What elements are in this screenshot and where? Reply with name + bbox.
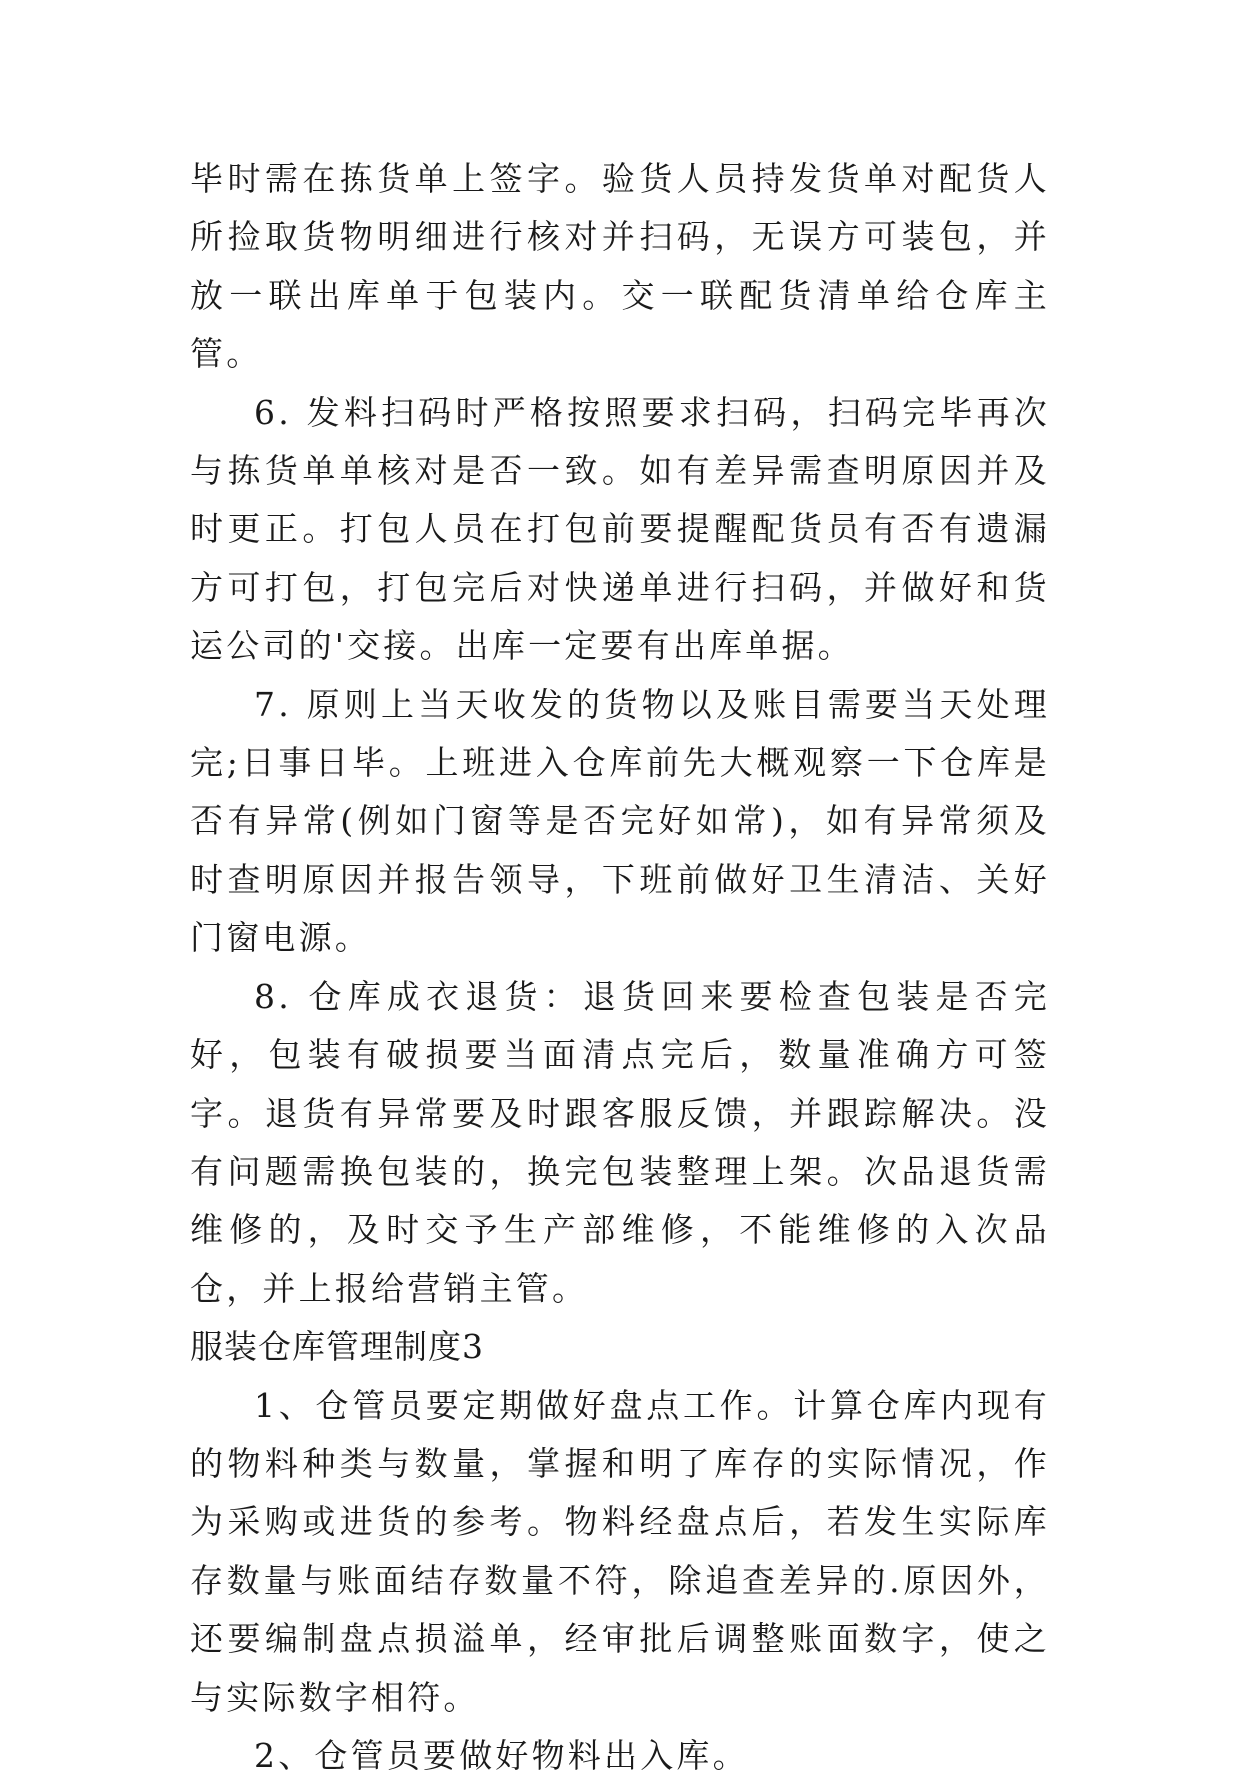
paragraph-continuation: 毕时需在拣货单上签字。验货人员持发货单对配货人所捡取货物明细进行核对并扫码，无误方可装包，并放一联出库单于包装内。交一联配货清单给仓库主管。 bbox=[190, 159, 1050, 374]
paragraph-item-8: 8. 仓库成衣退货：退货回来要检查包装是否完好，包装有破损要当面清点完后，数量准确方可签字。退货有异常要及时跟客服反馈，并跟踪解决。没有问题需换包装的，换完包装整理上架。次品退货需维修的，及时交予生产部维修，不能维修的入次品仓，并上报给营销主管。 bbox=[190, 976, 1051, 1308]
paragraph-item-1: 1、仓管员要定期做好盘点工作。计算仓库内现有的物料种类与数量，掌握和明了库存的实际情况，作为采购或进货的参考。物料经盘点后，若发生实际库存数量与账面结存数量不符，除追查差异的.原因外，还要编制盘点损溢单，经审批后调整账面数字，使之与实际数字相符。 bbox=[190, 1385, 1050, 1717]
document-body bbox=[190, 150, 1050, 1785]
paragraph-item-6: 6. 发料扫码时严格按照要求扫码，扫码完毕再次与拣货单单核对是否一致。如有差异需查明原因并及时更正。打包人员在打包前要提醒配货员有否有遗漏方可打包，打包完后对快递单进行扫码，并做好和货运公司的'交接。出库一定要有出库单据。 bbox=[190, 392, 1050, 666]
section-heading: 服装仓库管理制度3 bbox=[190, 1327, 484, 1367]
paragraph-item-2: 2、仓管员要做好物料出入库。 bbox=[254, 1735, 749, 1775]
paragraph-item-7: 7. 原则上当天收发的货物以及账目需要当天处理完;日事日毕。上班进入仓库前先大概观察一下仓库是否有异常(例如门窗等是否完好如常)，如有异常须及时查明原因并报告领导，下班前做好卫生清洁、关好门窗电源。 bbox=[190, 684, 1050, 958]
